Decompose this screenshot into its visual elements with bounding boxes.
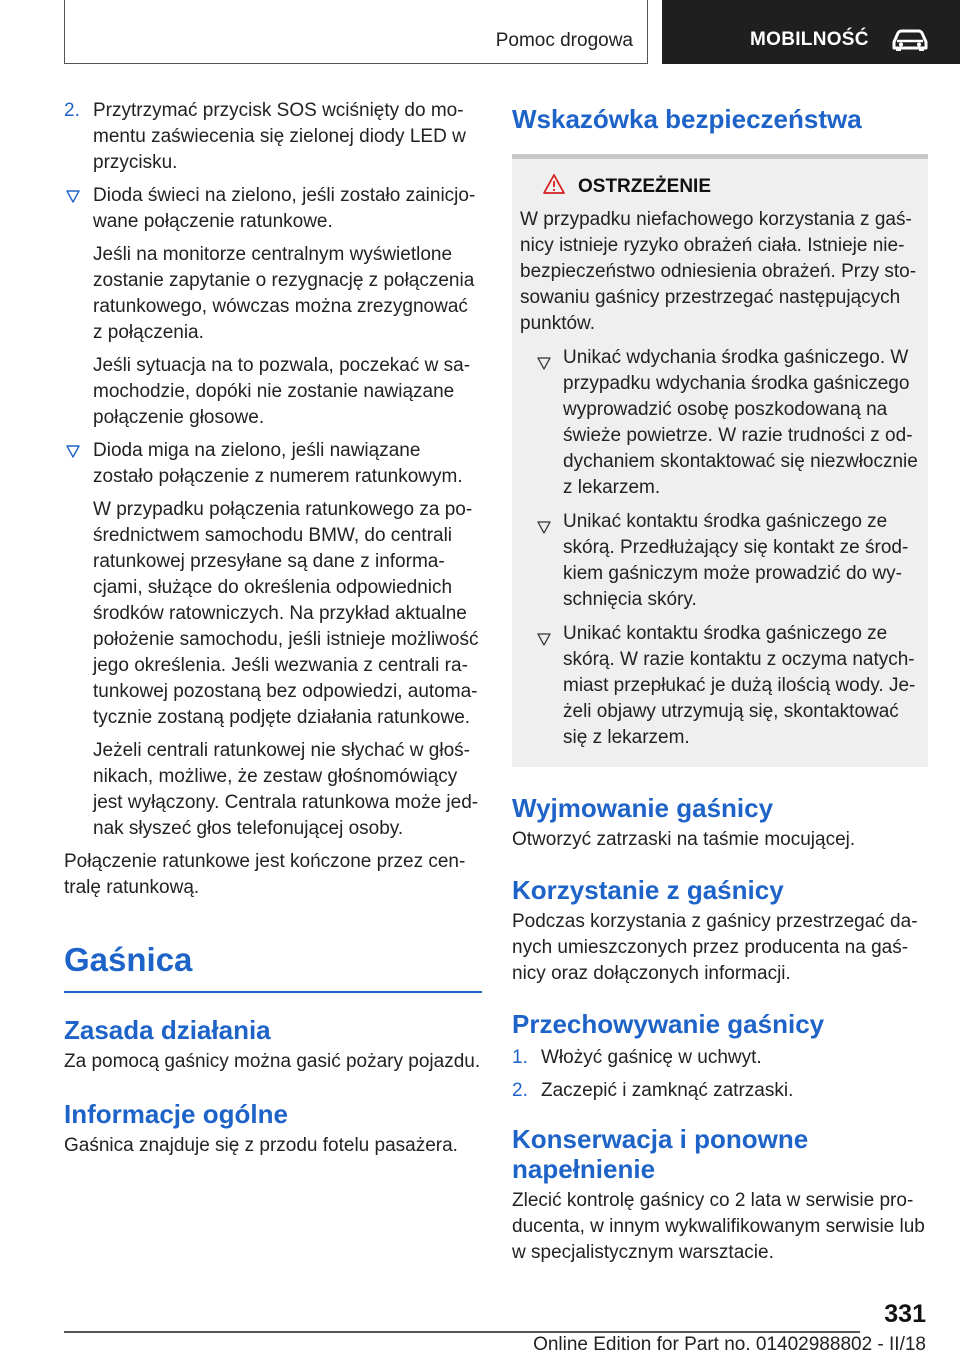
triangle-bullet-icon xyxy=(537,352,551,378)
header-section-tab xyxy=(64,0,648,64)
warning-list-item xyxy=(520,621,920,751)
car-icon xyxy=(890,28,930,57)
section-heading: Zasada działania xyxy=(64,1014,271,1045)
warning-list-text: Unikać kontaktu środka gaśniczego ze skórą. Przedłużający się kontakt ze środkiem gaśniczym może prowadzić do wyschnięcia skóry. xyxy=(563,511,909,610)
paragraph: W przypadku połączenia ratunkowego za pośrednictwem samochodu BMW, do centrali ratunkowej przesyłane są dane z informacjami, służące do określenia odpowiednich środków ratowniczych. Na przykład aktualne położenie samochodu, jeśli istnieje możliwość jego określenia. Jeśli wezwania z centrali ratunkowej pozostaną bez odpowiedzi, automatycznie zostaną podjęte działania ratunkowe. xyxy=(93,499,479,728)
triangle-bullet-icon xyxy=(66,190,80,208)
triangle-bullet-icon xyxy=(537,628,551,654)
warning-box xyxy=(512,159,928,767)
paragraph: Jeżeli centrali ratunkowej nie słychać w głośnikach, możliwe, że zestaw głośnomówiący jest wyłączony. Centrala ratunkowa może jednak słyszeć głos telefonującej osoby. xyxy=(93,740,479,839)
paragraph: Połączenie ratunkowe jest kończone przez centralę ratunkową. xyxy=(64,851,466,898)
step-text: Przytrzymać przycisk SOS wciśnięty do momentu zaświecenia się zielonej diody LED w przycisku. xyxy=(93,100,466,173)
paragraph: Zlecić kontrolę gaśnicy co 2 lata w serwisie producenta, w innym wykwalifikowanym serwisie lub w specjalistycznym warsztacie. xyxy=(512,1190,925,1263)
step-item xyxy=(64,98,482,176)
section-heading: Wskazówka bezpieczeństwa xyxy=(512,104,862,134)
step-text: Zaczepić i zamknąć zatrzaski. xyxy=(541,1080,794,1101)
page-number: 331 xyxy=(884,1300,926,1328)
header-section-title: Pomoc drogowa xyxy=(495,30,633,51)
paragraph: Za pomocą gaśnicy można gasić pożary pojazdu. xyxy=(64,1050,481,1072)
step-number: 1. xyxy=(512,1047,528,1068)
section-heading: Konserwacja i ponowne napełnienie xyxy=(512,1124,809,1184)
warning-icon xyxy=(542,173,566,201)
warning-list-text: Unikać kontaktu środka gaśniczego ze skórą. W razie kontaktu z oczyma natychmiast przepłukać je dużą ilością wody. Jeżeli objawy utrzymują się, skontaktować się z lekarzem. xyxy=(563,623,916,748)
triangle-bullet-icon xyxy=(66,445,80,463)
result-text: Dioda świeci na zielono, jeśli zostało zainicjowane połączenie ratunkowe. xyxy=(93,185,476,232)
paragraph: Gaśnica znajduje się z przodu fotelu pasażera. xyxy=(64,1134,458,1156)
left-column xyxy=(64,98,482,1159)
step-item xyxy=(512,1045,928,1071)
paragraph: Jeśli na monitorze centralnym wyświetlone zostanie zapytanie o rezygnację z połączenia ratunkowego, wówczas można zrezygnować z połączenia. xyxy=(93,244,475,343)
result-item xyxy=(64,438,482,490)
heading-divider xyxy=(64,991,482,993)
step-text: Włożyć gaśnicę w uchwyt. xyxy=(541,1047,762,1068)
warning-list-item xyxy=(520,345,920,501)
section-heading: Korzystanie z gaśnicy xyxy=(512,875,784,905)
step-number: 2. xyxy=(512,1080,528,1101)
footer-edition: Online Edition for Part no. 01402988802 - II/18 xyxy=(533,1334,926,1355)
warning-text: W przypadku niefachowego korzystania z gaśnicy istnieje ryzyko obrażeń ciała. Istnieje niebezpieczeństwo odniesienia obrażeń. Przy stosowaniu gaśnicy przestrzegać następujących punktów. xyxy=(520,209,917,334)
step-item xyxy=(512,1078,928,1104)
paragraph: Otworzyć zatrzaski na taśmie mocującej. xyxy=(512,829,856,850)
footer-divider xyxy=(64,1331,860,1333)
warning-title-text: OSTRZEŻENIE xyxy=(578,176,712,197)
section-heading: Przechowywanie gaśnicy xyxy=(512,1009,825,1039)
warning-list-text: Unikać wdychania środka gaśniczego. W przypadku wdychania środka gaśniczego wyprowadzić osobę poszkodowaną na świeże powietrze. W razie trudności z oddychaniem skontaktować się niezwłocznie z lekarzem. xyxy=(563,347,918,498)
result-item xyxy=(64,183,482,235)
right-column xyxy=(512,98,928,1266)
header-chapter-title: MOBILNOŚĆ xyxy=(750,29,869,50)
paragraph: Jeśli sytuacja na to pozwala, poczekać w samochodzie, dopóki nie zostanie nawiązane połączenie głosowe. xyxy=(93,355,471,428)
triangle-bullet-icon xyxy=(537,516,551,542)
header-chapter-tab xyxy=(662,0,960,64)
step-number: 2. xyxy=(64,100,80,121)
chapter-heading: Gaśnica xyxy=(64,941,193,978)
section-heading: Informacje ogólne xyxy=(64,1098,288,1129)
warning-title xyxy=(520,173,920,201)
warning-list-item xyxy=(520,509,920,613)
result-text: Dioda miga na zielono, jeśli nawiązane zostało połączenie z numerem ratunkowym. xyxy=(93,440,463,487)
section-heading: Wyjmowanie gaśnicy xyxy=(512,793,774,823)
paragraph: Podczas korzystania z gaśnicy przestrzegać danych umieszczonych przez producenta na gaśnicy oraz dołączonych informacji. xyxy=(512,911,918,984)
